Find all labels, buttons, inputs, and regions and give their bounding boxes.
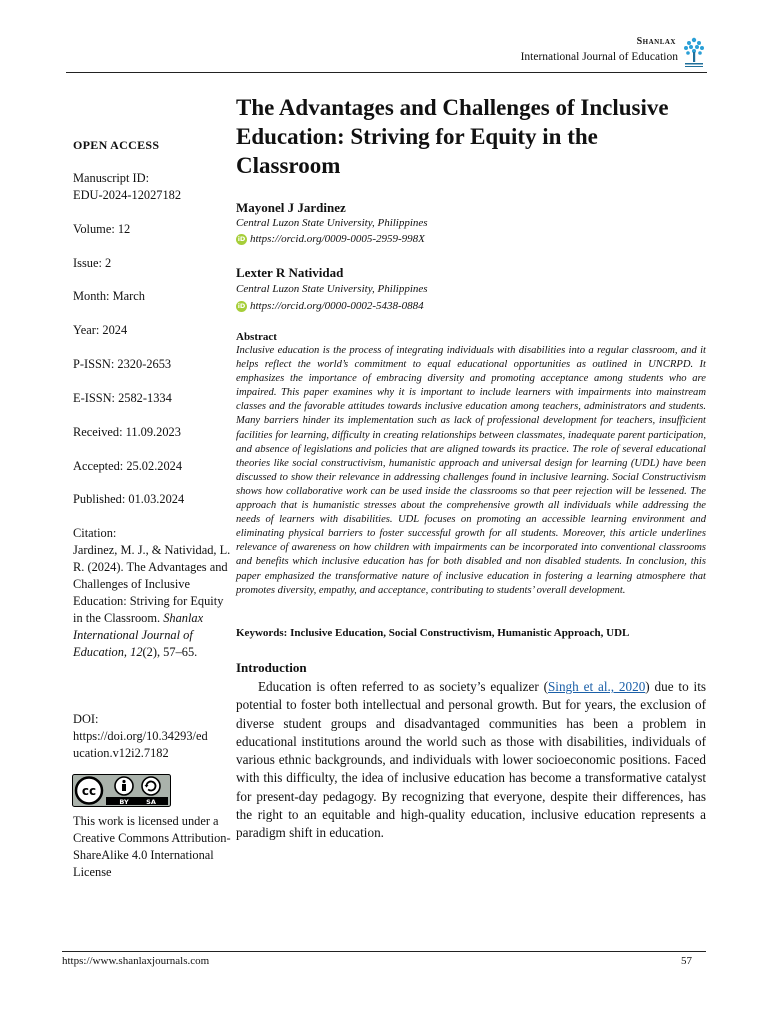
footer-url[interactable]: https://www.shanlaxjournals.com xyxy=(62,955,210,967)
doi-label: DOI: xyxy=(73,712,99,726)
citation-pages: (2), 57–65. xyxy=(142,645,198,659)
issue: Issue: 2 xyxy=(73,256,112,270)
p-issn: P-ISSN: 2320-2653 xyxy=(73,357,172,371)
footer-divider xyxy=(62,951,706,952)
author-orcid[interactable] xyxy=(236,233,425,245)
header-divider xyxy=(66,72,707,73)
citation-label: Citation: xyxy=(73,526,117,540)
publisher-brand: Shanlax xyxy=(636,36,676,47)
author-affiliation: Central Luzon State University, Philippines xyxy=(236,283,428,295)
author-orcid[interactable] xyxy=(236,300,424,312)
citation-volume: 12 xyxy=(130,645,143,659)
license-text: This work is licensed under a Creative Commons Attribution-ShareAlike 4.0 International License xyxy=(73,814,231,879)
year: Year: 2024 xyxy=(73,323,128,337)
e-issn: E-ISSN: 2582-1334 xyxy=(73,391,172,405)
tree-logo-icon xyxy=(681,35,707,69)
month: Month: March xyxy=(73,289,145,303)
by-text: BY xyxy=(119,798,129,806)
article-title: The Advantages and Challenges of Inclusive Education: Striving for Equity in the Classroom xyxy=(236,95,669,178)
published-date: Published: 01.03.2024 xyxy=(73,492,185,506)
cc-by-sa-license-icon[interactable] xyxy=(72,774,171,807)
citation-journal: Shanlax International Journal of Education, xyxy=(73,611,204,659)
introduction-heading: Introduction xyxy=(236,660,307,675)
open-access-label: OPEN ACCESS xyxy=(73,138,160,152)
page-number: 57 xyxy=(681,955,692,967)
accepted-date: Accepted: 25.02.2024 xyxy=(73,459,183,473)
author-affiliation: Central Luzon State University, Philippines xyxy=(236,217,428,229)
doi-link[interactable]: https://doi.org/10.34293/education.v12i2.7182 xyxy=(73,729,208,760)
abstract-text: Inclusive education is the process of integrating individuals with disabilities into a regular classroom, and it helps reflect the world’s commitment to equal educational opportunities as outlined in UNCRPD. It emphasizes the importance of embracing diversity and promoting acceptance among students who are impaired. This paper examines why it is important to include learners with impairments into mainstream classes and the favorable attitudes towards inclusive education among teachers, administrators and students. Many barriers hinder its implementation such as lack of professional development for teachers, insufficient facilities for learning, difficulty in creating relationships between classmates, inadequate parent participation, and absence of legislations and policies that are aligned towards its practice. The role of several educational theories like social constructivism, humanistic approach and universal design for learning (UDL) have been discussed to show their relevance in addressing challenges found in inclusive learning. Social Constructivism shows how collaborative work can be used inside the classrooms so that peer rejection will be lessened. The approach that is humanistic stresses about the comprehensive growth all individuals while addressing the needs of learners with disabilities. UDL focuses on promoting an accessible learning environment and eliminating physical barriers to foster successful growth for all students. Moreover, this article underlines relevance of awareness on how children with impairments can be incorporated into conventional classrooms and benefits which inclusive education has for both disabled and non disabled students. In conclusion, this paper emphasized the transformative nature of inclusive education in fostering a learning atmosphere that promotes diversity, empathy, and acceptance, contributing to students’ overall development. xyxy=(236,345,706,596)
citation-block xyxy=(73,542,235,661)
abstract-heading: Abstract xyxy=(236,331,277,343)
sa-text: SA xyxy=(146,798,156,806)
citation-text: Jardinez, M. J., & Natividad, L. R. (2024). The Advantages and Challenges of Inclusive Education: Striving for Equity in the Classroom. xyxy=(73,543,231,625)
author-name: Lexter R Natividad xyxy=(236,265,344,280)
author-name: Mayonel J Jardinez xyxy=(236,200,346,215)
manuscript-id: EDU-2024-12027182 xyxy=(73,188,182,202)
orcid-link[interactable]: https://orcid.org/0000-0002-5438-0884 xyxy=(250,300,424,312)
keywords: Keywords: Inclusive Education, Social Constructivism, Humanistic Approach, UDL xyxy=(236,627,630,639)
journal-name: International Journal of Education xyxy=(520,51,678,63)
orcid-link[interactable]: https://orcid.org/0009-0005-2959-998X xyxy=(250,233,425,245)
introduction-paragraph xyxy=(236,678,706,843)
intro-text-rest: ) due to its potential to foster both intellectual and personal growth. But for years, the exclusion of diverse student groups and disadvantaged communities has been a problem in educational institutions around the world such as those with disabilities, individuals of various ethnic backgrounds, and individuals with lower socioeconomic positions. Faced with this difficulty, the idea of inclusive education has become a transformative catalyst for present-day pedagogy. By recognizing that everyone, despite their differences, has the right to an equitable and high-quality education, inclusive education represents a paradigm shift in education. xyxy=(236,679,706,841)
orcid-icon: iD xyxy=(237,235,246,243)
cc-text: cc xyxy=(81,784,97,798)
manuscript-label: Manuscript ID: xyxy=(73,171,150,185)
received-date: Received: 11.09.2023 xyxy=(73,425,181,439)
orcid-icon: iD xyxy=(237,302,246,310)
volume: Volume: 12 xyxy=(73,222,131,236)
intro-text-start: Education is often referred to as society’s equalizer ( xyxy=(258,679,548,694)
citation-link[interactable]: Singh et al., 2020 xyxy=(547,679,646,694)
